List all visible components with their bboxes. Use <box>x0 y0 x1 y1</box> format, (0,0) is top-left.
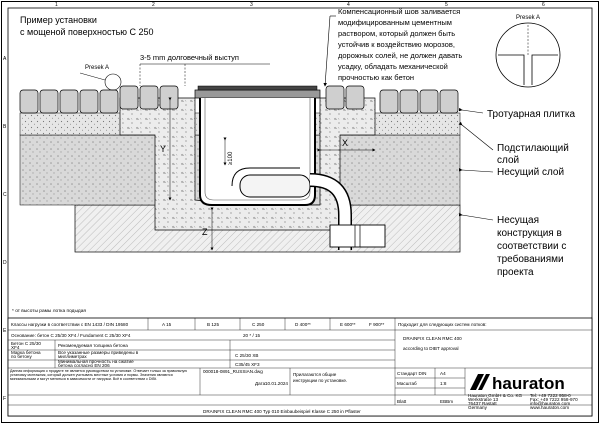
svg-text:Hauraton GmbH & Co. KG: Hauraton GmbH & Co. KG <box>468 393 523 398</box>
row4-mid-b: миллиметрах <box>58 354 87 359</box>
row4-left-a: Марка бетона <box>11 350 41 355</box>
standard-din-label: Стандарт DIN <box>397 371 427 376</box>
label-support-4: требованиями <box>497 254 564 265</box>
sheet-value: EBBm <box>440 399 454 404</box>
row-marker-f: F <box>3 396 7 402</box>
drawing-title-line-2: с мощеной поверхностью С 250 <box>20 27 154 37</box>
svg-text:усадку, обладать механической: усадку, обладать механической <box>338 62 448 71</box>
svg-text:Germany: Germany <box>468 405 487 410</box>
row5-value: C35/45 XF3 <box>235 362 260 367</box>
col-marker-4: 4 <box>347 2 350 8</box>
title-block <box>8 318 592 416</box>
row-marker-a: A <box>3 56 7 62</box>
col-marker-2: 2 <box>152 2 155 8</box>
svg-text:дорожных солей, не должен дава: дорожных солей, не должен давать <box>338 51 463 60</box>
row-marker-b: B <box>3 124 7 130</box>
svg-text:Компенсационный шов заливается: Компенсационный шов заливается <box>338 7 461 16</box>
section-label-left: Presek A <box>85 65 110 71</box>
scale-value: 1:8 <box>440 381 447 386</box>
svg-text:раствором, который должен быть: раствором, который должен быть <box>338 29 456 38</box>
col-marker-5: 5 <box>445 2 448 8</box>
sheet-label: Blatt <box>397 399 407 404</box>
load-class-b125: B 125 <box>207 322 220 327</box>
instructions-b: инструкции по установке. <box>293 378 348 383</box>
row3-left-a: Бетон С 25/30 <box>11 341 41 346</box>
footer-title: DRAINFIX CLEAN RMC 400 Typ 010 Einbaubeispiel Klasse C 250 in Pflaster <box>203 409 361 414</box>
date-label: Дата: <box>255 381 267 386</box>
brand-name: hauraton <box>492 374 565 393</box>
svg-text:Tel: +49 7222 958-0: Tel: +49 7222 958-0 <box>530 393 571 398</box>
label-paving: Тротуарная плитка <box>487 109 576 120</box>
label-bedding-2: слой <box>497 155 520 166</box>
label-support-2: конструкция в <box>497 228 562 239</box>
row-marker-d: D <box>3 260 7 266</box>
col-marker-3: 3 <box>250 2 253 8</box>
row4-mid-a: Все указанные размеры приведены в <box>58 350 139 355</box>
svg-text:info@hauraton.com: info@hauraton.com <box>530 401 571 406</box>
standard-label: Классы нагрузки в соответствии с EN 1433 / DIN 19580 <box>11 322 129 327</box>
svg-text:устойчив к воздействию морозов: устойчив к воздействию морозов, <box>338 40 455 49</box>
dim-x: X <box>342 138 349 148</box>
right-header: Подходит для следующих систем лотков: <box>398 322 487 327</box>
col-marker-1: 1 <box>55 2 58 8</box>
row2-left: Основание: бетон С 25/30 XF4 / Fundament C 25/30 ХF4 <box>11 333 131 338</box>
load-class-e600: E 600** <box>340 322 356 327</box>
instructions-a: Прилагаются общие <box>293 372 337 377</box>
section-label-right: Presek A <box>516 15 541 21</box>
row4-value: C 25/30 XB <box>235 353 259 358</box>
load-class-a15: A 15 <box>162 322 172 327</box>
svg-text:www.hauraton.com: www.hauraton.com <box>530 405 570 410</box>
dim-100: ≥100 <box>228 151 234 165</box>
right-product-1: DRAINFIX CLEAN RMC 400 <box>403 336 462 341</box>
drawing-title-line-1: Пример установки <box>20 15 97 25</box>
overhang-label: 3-5 mm долговечный выступ <box>140 53 239 62</box>
row2-value: 20 * / 15 <box>243 333 261 338</box>
compensation-note <box>338 7 462 82</box>
svg-text:прочностью как бетон: прочностью как бетон <box>338 73 415 82</box>
svg-text:Werkstraße 13: Werkstraße 13 <box>468 397 499 402</box>
load-class-d400: D 400** <box>295 322 311 327</box>
col-marker-6: 6 <box>542 2 545 8</box>
label-support-3: соответствии с <box>497 241 567 252</box>
date-value: 10.01.2024 <box>265 381 288 386</box>
row3-mid: Рекомендуемая толщина бетона <box>58 343 128 348</box>
label-bedding-1: Подстилающий <box>497 143 569 154</box>
label-support-1: Несущая <box>497 215 539 226</box>
svg-text:Fax: +49 7222 958-970: Fax: +49 7222 958-970 <box>530 397 578 402</box>
row3-left-b: XF4 <box>11 345 20 350</box>
scale-label: Масштаб <box>397 381 417 386</box>
standard-din-value: A4 <box>440 371 446 376</box>
load-class-f900: F 900** <box>369 322 385 327</box>
row4-left-b: по бетону <box>11 354 32 359</box>
row5-mid-b: бетона согласно EN 206 <box>58 363 110 368</box>
svg-text:76437 Rastatt: 76437 Rastatt <box>468 401 497 406</box>
dim-z: Z <box>202 227 208 237</box>
drainage-channel <box>195 86 320 205</box>
row-marker-c: C <box>3 192 7 198</box>
svg-text:модифицированным цементным: модифицированным цементным <box>338 18 452 27</box>
load-class-c250: C 250 <box>252 322 265 327</box>
right-product-2: according to DIBT approval <box>403 346 459 351</box>
disclaimer: Данная информация о продукте не является руководством по установке. Отвечает только за правильную установку монтажник, который должен учитывать местные условия и нормы. Значения являются минимальными и могут меняться в зависимости от нагрузки. Всё в соответствии с DIBt. <box>10 369 188 382</box>
row-marker-e: E <box>3 328 7 334</box>
row5-mid-a: Минимальная прочность на сжатие <box>58 359 134 364</box>
footnote: * от высоты рамы лотка подыдая <box>12 309 86 314</box>
label-bearing: Несущий слой <box>497 167 565 178</box>
file-name: 000018-0891_RUSSIAN.dwg <box>203 369 263 374</box>
dim-y: Y <box>160 144 167 154</box>
label-support-5: проекта <box>497 267 534 278</box>
